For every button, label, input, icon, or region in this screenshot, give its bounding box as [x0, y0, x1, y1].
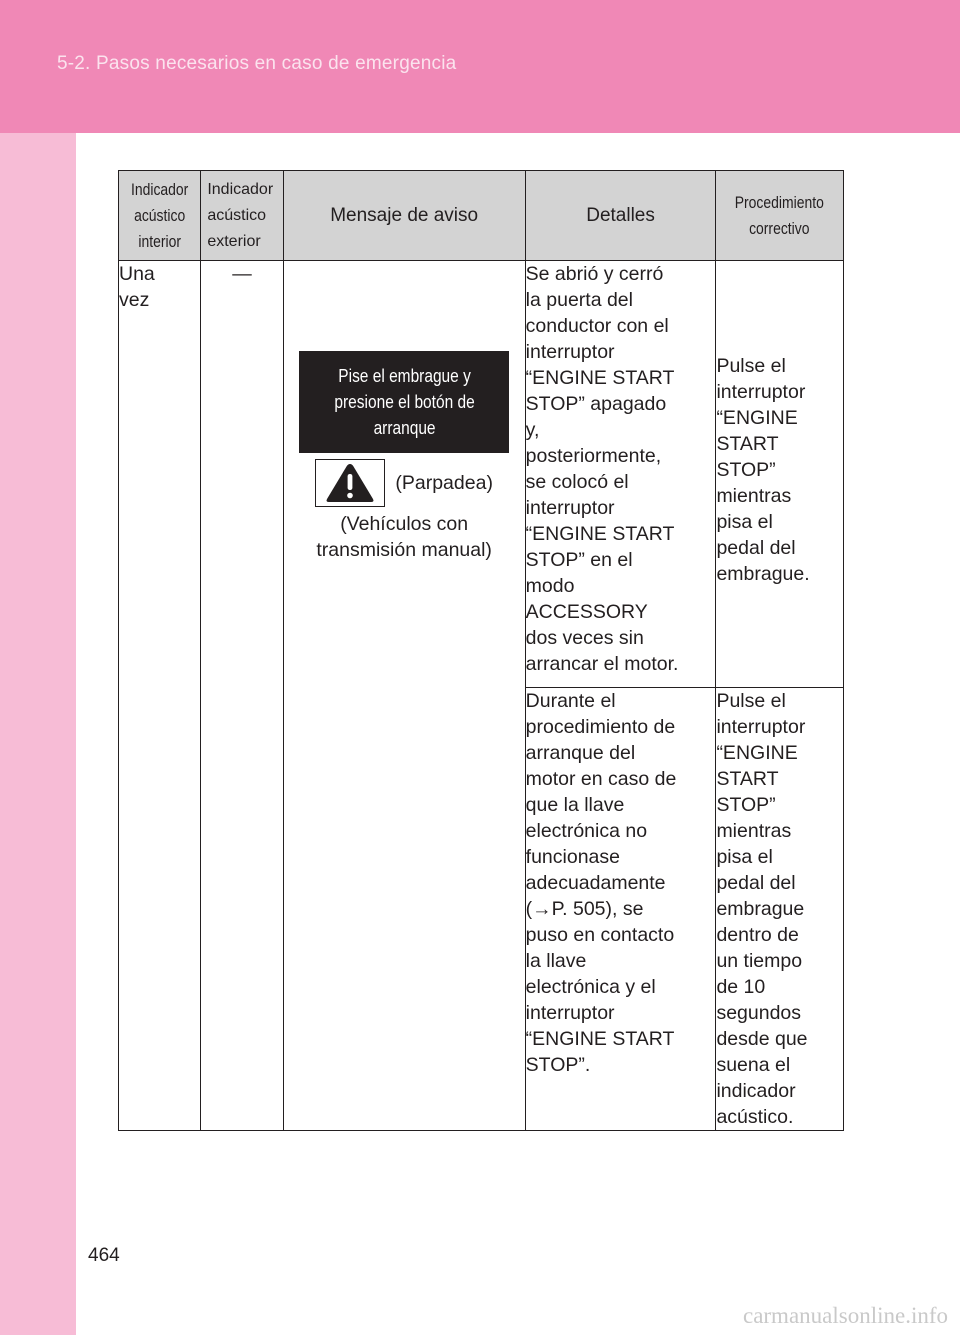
- screen-line: Pise el embrague y: [337, 366, 471, 386]
- exterior-buzzer-cell: [201, 261, 283, 1131]
- cell-line: que la llave: [525, 794, 625, 816]
- warning-triangle-icon: [315, 459, 385, 507]
- cell-line: se colocó el: [525, 471, 629, 493]
- cell-line: STOP”: [716, 459, 776, 481]
- cell-line: electrónica no: [525, 820, 648, 842]
- display-message-screen: [299, 351, 509, 453]
- cell-line: “ENGINE: [716, 407, 798, 429]
- cell-line: desde que: [716, 1028, 808, 1050]
- header-details: Detalles: [525, 171, 716, 261]
- cell-line: vez: [119, 289, 150, 311]
- interior-buzzer-cell: [119, 261, 201, 1131]
- cell-line: ACCESSORY: [525, 601, 648, 623]
- details-cell-1: [525, 261, 716, 688]
- cell-line: arranque del: [525, 742, 636, 764]
- header-line: acústico: [207, 206, 267, 224]
- cell-line: dos veces sin: [525, 627, 644, 649]
- cell-line: STOP” apagado: [525, 393, 667, 415]
- cell-line: la puerta del: [525, 289, 633, 311]
- cell-line: acústico.: [716, 1106, 794, 1128]
- screen-line: arranque: [373, 418, 436, 438]
- blink-indicator: [284, 459, 525, 507]
- table-header-row: [119, 171, 844, 261]
- cell-line: START: [716, 768, 779, 790]
- cell-line: STOP”: [716, 794, 776, 816]
- dash-mark: —: [232, 263, 252, 285]
- cell-line: conductor con el: [525, 315, 669, 337]
- header-line: Indicador: [130, 179, 189, 199]
- side-band: [0, 133, 76, 1335]
- cell-line: procedimiento de: [525, 716, 676, 738]
- cell-line: Pulse el: [716, 690, 786, 712]
- cell-line: de 10: [716, 976, 766, 998]
- cell-line: “ENGINE: [716, 742, 798, 764]
- cell-line: interruptor: [525, 1002, 615, 1024]
- cell-line: indicador: [716, 1080, 796, 1102]
- page-number: 464: [88, 1245, 120, 1266]
- header-procedure: [716, 171, 844, 261]
- cell-line: interruptor: [716, 381, 806, 403]
- cell-line: electrónica y el: [525, 976, 656, 998]
- cell-line: STOP” en el: [525, 549, 633, 571]
- cell-line: motor en caso de: [525, 768, 677, 790]
- cell-line: pedal del: [716, 537, 796, 559]
- blink-label: (Parpadea): [395, 471, 493, 494]
- cell-line: Una: [119, 263, 155, 285]
- header-exterior-buzzer: [201, 171, 283, 261]
- cell-line: “ENGINE START: [525, 1028, 675, 1050]
- cell-line: un tiempo: [716, 950, 803, 972]
- header-line: Procedimiento: [735, 192, 825, 212]
- cell-line: Pulse el: [716, 355, 786, 377]
- header-line: correctivo: [749, 218, 810, 238]
- cell-line: interruptor: [525, 341, 615, 363]
- cell-line: interruptor: [525, 497, 615, 519]
- header-line: acústico: [134, 205, 186, 225]
- header-warning-message: Mensaje de aviso: [283, 171, 525, 261]
- cell-line: dentro de: [716, 924, 799, 946]
- cell-line: y,: [525, 419, 540, 441]
- cell-line: “ENGINE START: [525, 523, 675, 545]
- cell-line: funcionase: [525, 846, 620, 868]
- cell-line: adecuadamente: [525, 872, 666, 894]
- cell-line: mientras: [716, 820, 792, 842]
- cell-line: puso en contacto: [525, 924, 675, 946]
- warning-table: [118, 170, 844, 1131]
- cell-line: pedal del: [716, 872, 796, 894]
- cell-line: Se abrió y cerró: [525, 263, 664, 285]
- header-line: Indicador: [207, 180, 274, 198]
- cell-line: mientras: [716, 485, 792, 507]
- vehicle-note: [284, 511, 525, 563]
- note-line: transmisión manual): [316, 539, 492, 561]
- header-line: interior: [138, 231, 181, 251]
- warning-message-cell: [283, 261, 525, 1131]
- table-row: [119, 261, 844, 688]
- cell-line: (→P. 505), se: [525, 898, 644, 920]
- procedure-cell-2: [716, 688, 844, 1131]
- cell-line: Durante el: [525, 690, 616, 712]
- cell-line: STOP”.: [525, 1054, 591, 1076]
- section-title: 5-2. Pasos necesarios en caso de emergencia: [57, 53, 457, 74]
- cell-line: suena el: [716, 1054, 791, 1076]
- cell-line: START: [716, 433, 779, 455]
- cell-line: interruptor: [716, 716, 806, 738]
- note-line: (Vehículos con: [340, 513, 469, 535]
- details-cell-2: [525, 688, 716, 1131]
- procedure-cell-1: [716, 261, 844, 688]
- cell-line: pisa el: [716, 511, 773, 533]
- cell-line: arrancar el motor.: [525, 653, 679, 675]
- cell-line: embrague.: [716, 563, 810, 585]
- cell-line: segundos: [716, 1002, 802, 1024]
- header-interior-buzzer: [119, 171, 201, 261]
- cell-line: la llave: [525, 950, 587, 972]
- header-line: exterior: [207, 232, 261, 250]
- cell-line: “ENGINE START: [525, 367, 675, 389]
- cell-line: modo: [525, 575, 575, 597]
- cell-line: pisa el: [716, 846, 773, 868]
- screen-line: presione el botón de: [334, 392, 475, 412]
- cell-line: embrague: [716, 898, 805, 920]
- cell-line: posteriormente,: [525, 445, 662, 467]
- watermark-text[interactable]: carmanualsonline.info: [742, 1303, 948, 1328]
